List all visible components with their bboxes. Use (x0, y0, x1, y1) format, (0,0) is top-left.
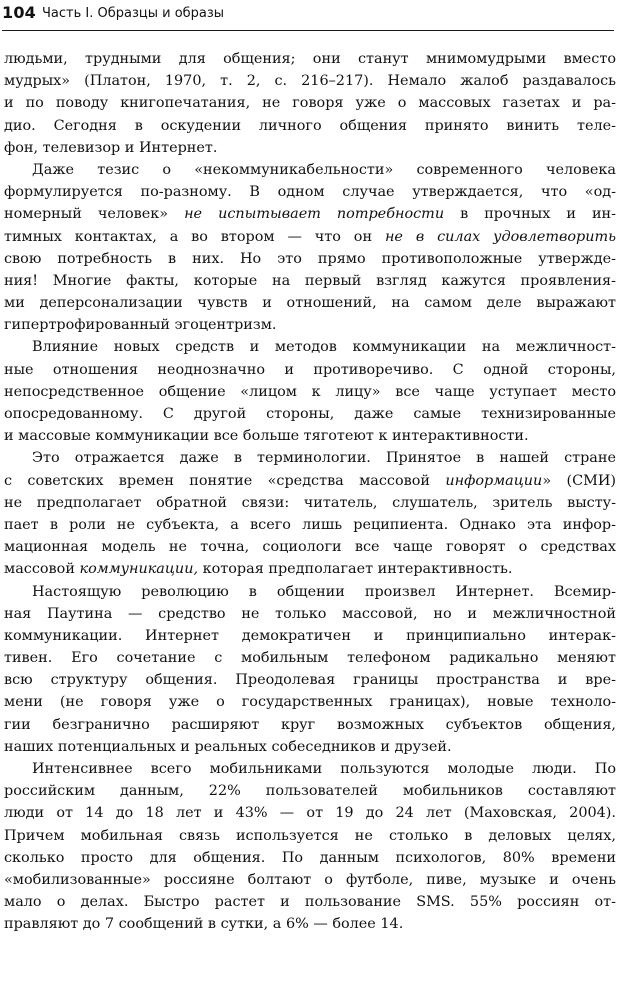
text-run: которая предполагает интерактивность. (198, 561, 513, 578)
text-run: Причем мобильная связь используется не столько в деловых целях, (4, 827, 616, 844)
text-line (4, 691, 616, 713)
text-run: сколько просто для общения. По данным психологов, 80% времени (4, 849, 616, 866)
text-line (4, 92, 616, 114)
text-line (4, 869, 616, 891)
text-run: не предполагает обратной связи: читатель, слушатель, зритель высту- (4, 494, 616, 511)
text-line (4, 647, 616, 669)
text-line (4, 758, 616, 780)
text-run: Влияние новых средств и методов коммуникации на межличност- (32, 339, 616, 356)
text-run: ния! Многие факты, которые на первый взгляд кажутся проявления- (4, 272, 616, 289)
text-line (4, 492, 616, 514)
text-line (4, 70, 616, 92)
text-line (4, 470, 616, 492)
text-run: свою потребность в них. Но это прямо противоположные утвержде- (4, 250, 616, 267)
text-run: «мобилизованные» россияне болтают о футболе, пиве, музыке и очень (4, 871, 616, 888)
running-title: Часть I. Образцы и образы (42, 6, 225, 21)
text-run: непосредственное общение «лицом к лицу» все чаще уступает место (4, 383, 616, 400)
text-run: и массовые коммуникации все больше тяготеют к интерактивности. (4, 428, 529, 445)
text-run: мени (не говоря уже о государственных границах), новые техноло- (4, 694, 616, 711)
text-line (4, 248, 616, 270)
text-run: Интенсивнее всего мобильниками пользуются молодые люди. По (32, 761, 616, 777)
italic-run: не испытывает потребности (184, 206, 445, 223)
text-run: тимных контактах, а во втором — что он (4, 228, 385, 245)
text-run: фон, телевизор и Интернет. (4, 139, 218, 156)
text-line (4, 714, 616, 736)
text-line (4, 447, 616, 469)
text-run: мало о делах. Быстро растет и пользование SMS. 55% россиян от- (4, 894, 616, 911)
text-line (4, 270, 616, 292)
text-run: массовой (4, 561, 80, 578)
text-run: мудрых» (Платон, 1970, т. 2, с. 216–217). Немало жалоб раздавалось (4, 73, 616, 90)
text-run: дио. Сегодня в оскудении личного общения принято винить теле- (4, 117, 616, 134)
text-line (4, 203, 616, 225)
text-run: российским данным, 22% пользователей мобильников составляют (4, 783, 616, 800)
text-run: с советских времен понятие «средства массовой (4, 472, 446, 489)
text-line (4, 625, 616, 647)
text-line (4, 181, 616, 203)
text-line (4, 292, 616, 314)
text-line (4, 359, 616, 381)
text-run: Это отражается даже в терминологии. Принятое в нашей стране (32, 450, 616, 467)
text-run: гипертрофированный эгоцентризм. (4, 317, 277, 334)
text-line (4, 336, 616, 358)
text-line (4, 736, 616, 758)
body-text (4, 48, 616, 936)
text-line (4, 536, 616, 558)
text-run: » (СМИ) (542, 472, 616, 489)
text-line (4, 48, 616, 70)
text-run: опосредованному. С другой стороны, даже самые технизированные (4, 406, 616, 422)
text-line (4, 802, 616, 824)
text-line (4, 780, 616, 802)
text-run: мационная модель не точна, социологи все чаще говорят о средствах (4, 539, 616, 556)
text-run: Даже тезис о «некоммуникабельности» современного человека (32, 161, 616, 178)
text-line (4, 403, 616, 425)
italic-run: коммуникации, (79, 561, 199, 578)
text-run: наших потенциальных и реальных собеседников и друзей. (4, 738, 452, 755)
text-line (4, 137, 616, 159)
text-line (4, 891, 616, 913)
italic-run: не в силах удовлетворить (384, 228, 616, 245)
text-line (4, 381, 616, 403)
text-line (4, 226, 616, 248)
text-line (4, 581, 616, 603)
text-run: коммуникации. Интернет демократичен и принципиально интерак- (4, 627, 616, 644)
text-run: номерный человек» (4, 206, 185, 223)
text-run: правляют до 7 сообщений в сутки, а 6% — более 14. (4, 916, 404, 933)
text-run: ные отношения неоднозначно и противоречиво. С одной стороны, (4, 361, 616, 378)
text-line (4, 514, 616, 536)
text-line (4, 825, 616, 847)
text-run: ми деперсонализации чувств и отношений, на самом деле выражают (4, 295, 616, 312)
text-run: людьми, трудными для общения; они станут мнимомудрыми вместо (4, 51, 616, 67)
text-line (4, 669, 616, 691)
text-line (4, 603, 616, 625)
text-run: ная Паутина — средство не только массовой, но и межличностной (4, 605, 616, 622)
text-run: гии безгранично расширяют круг возможных субъектов общения, (4, 716, 616, 733)
text-run: тивен. Его сочетание с мобильным телефоном радикально меняют (4, 650, 616, 667)
page-number: 104 (2, 3, 36, 22)
text-line (4, 314, 616, 336)
text-run: Настоящую революцию в общении произвел Интернет. Всемир- (32, 583, 616, 600)
italic-run: информации (445, 472, 543, 489)
text-run: всю структуру общения. Преодолевая границы пространства и вре- (4, 672, 616, 689)
text-line (4, 558, 616, 580)
text-line (4, 115, 616, 137)
text-run: и по поводу книгопечатания, не говоря уже о массовых газетах и ра- (4, 95, 616, 112)
text-run: пает в роли не субъекта, а всего лишь реципиента. Однако эта инфор- (4, 516, 616, 533)
text-run: формулируется по-разному. В одном случае утверждается, что «од- (4, 184, 616, 201)
text-line (4, 913, 616, 935)
page-header (2, 0, 614, 31)
text-line (4, 425, 616, 447)
text-line (4, 847, 616, 869)
text-run: люди от 14 до 18 лет и 43% — от 19 до 24 лет (Маховская, 2004). (4, 805, 616, 822)
text-line (4, 159, 616, 181)
text-run: в прочных и ин- (444, 206, 616, 223)
